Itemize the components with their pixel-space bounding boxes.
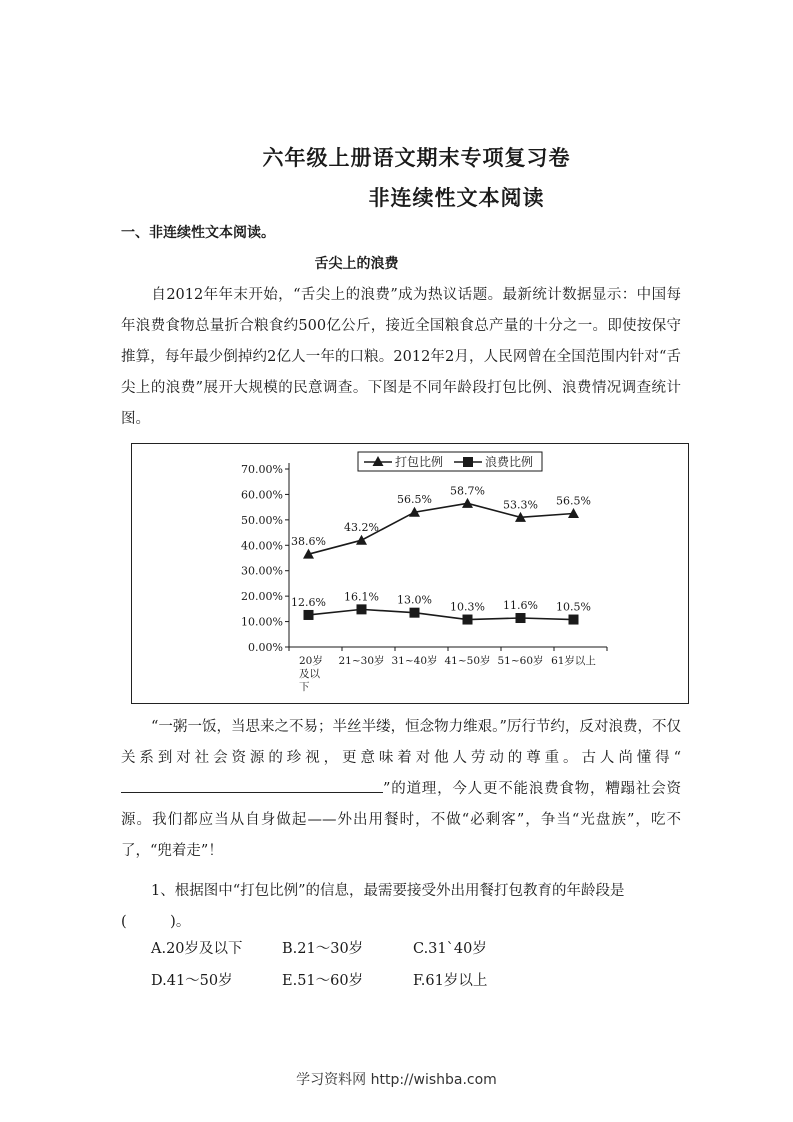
x-tick-label: 61岁以上 — [551, 655, 596, 667]
legend-label: 浪费比例 — [485, 455, 534, 469]
y-tick-label: 40.00% — [241, 539, 283, 553]
x-tick-label: 31~40岁 — [391, 655, 438, 667]
section-heading: 一、非连续性文本阅读。 — [121, 225, 275, 241]
marker-square — [357, 604, 367, 614]
x-tick-label: 及以 — [299, 668, 320, 680]
option-f[interactable]: F.61岁以上 — [413, 973, 488, 989]
legend-label: 打包比例 — [395, 455, 444, 469]
paragraph-intro-text: 自2012年年末开始，“舌尖上的浪费”成为热议话题。最新统计数据显示：中国每年浪费食物总量折合粮食约500亿公斤，接近全国粮食总产量的十分之一。即使按保守推算，每年最少倒掉约2亿人一年的口粮。2012年2月，人民网曾在全国范围内针对“舌尖上的浪费”展开大规模的民意调查。下图是不同年龄段打包比例、浪费情况调查统计图。 — [121, 287, 681, 427]
page-subtitle: 非连续性文本阅读 — [368, 186, 545, 210]
x-tick-label: 下 — [299, 681, 310, 693]
data-label: 56.5% — [556, 494, 591, 508]
data-label: 56.5% — [397, 493, 432, 507]
data-label: 16.1% — [344, 590, 379, 604]
y-tick-label: 70.00% — [241, 463, 283, 476]
page-title: 六年级上册语文期末专项复习卷 — [262, 146, 571, 170]
y-tick-label: 60.00% — [241, 488, 283, 502]
data-label: 13.0% — [397, 593, 432, 607]
y-tick-label: 10.00% — [241, 615, 283, 629]
y-tick-label: 30.00% — [241, 564, 283, 578]
option-e[interactable]: E.51～60岁 — [282, 973, 364, 989]
data-label: 10.5% — [556, 600, 591, 614]
y-tick-label: 50.00% — [241, 513, 283, 527]
data-label: 43.2% — [344, 521, 379, 535]
legend-marker-square — [463, 457, 473, 467]
marker-triangle — [462, 498, 473, 508]
data-label: 12.6% — [291, 595, 326, 609]
chart-frame — [131, 443, 689, 704]
data-label: 38.6% — [291, 535, 326, 549]
data-label: 10.3% — [450, 600, 485, 614]
paragraph-intro — [121, 280, 681, 435]
data-label: 11.6% — [503, 599, 538, 613]
x-tick-label: 41~50岁 — [444, 655, 491, 667]
x-tick-label: 20岁 — [299, 655, 323, 667]
y-tick-label: 20.00% — [241, 590, 283, 604]
marker-square — [569, 615, 579, 625]
footer-watermark: 学习资料网 http://wishba.com — [296, 1072, 497, 1088]
option-a[interactable]: A.20岁及以下 — [151, 941, 243, 957]
y-tick-label: 0.00% — [248, 641, 283, 654]
marker-square — [516, 613, 526, 623]
data-label: 53.3% — [503, 498, 538, 512]
option-b[interactable]: B.21～30岁 — [282, 941, 364, 957]
option-d[interactable]: D.41～50岁 — [151, 973, 233, 989]
marker-square — [304, 610, 314, 620]
x-tick-label: 21~30岁 — [338, 655, 385, 667]
options-row-2 — [151, 966, 671, 997]
paragraph-discussion-before: “一粥一饭，当思来之不易；半丝半缕，恒念物力维艰。”厉行节约，反对浪费，不仅关系到对社会资源的珍视，更意味着对他人劳动的尊重。古人尚懂得“ — [121, 719, 681, 766]
fill-in-blank[interactable] — [121, 774, 383, 793]
x-tick-label: 51~60岁 — [497, 655, 544, 667]
article-title: 舌尖上的浪费 — [314, 256, 399, 272]
marker-square — [410, 608, 420, 618]
question-1-text: 1、根据图中“打包比例”的信息，最需要接受外出用餐打包教育的年龄段是( )。 — [121, 883, 625, 930]
option-c[interactable]: C.31`40岁 — [413, 941, 487, 957]
paragraph-discussion-after: ”的道理，今人更不能浪费食物，糟蹋社会资源。我们都应当从自身做起——外出用餐时，不做“必剩客”，争当“光盘族”，吃不了，“兜着走”！ — [121, 781, 681, 859]
marker-square — [463, 615, 473, 625]
question-1 — [121, 876, 681, 938]
paragraph-discussion — [121, 712, 681, 867]
options-row-1 — [151, 934, 671, 965]
marker-triangle — [356, 535, 367, 545]
line-chart — [132, 444, 688, 703]
data-label: 58.7% — [450, 484, 485, 498]
